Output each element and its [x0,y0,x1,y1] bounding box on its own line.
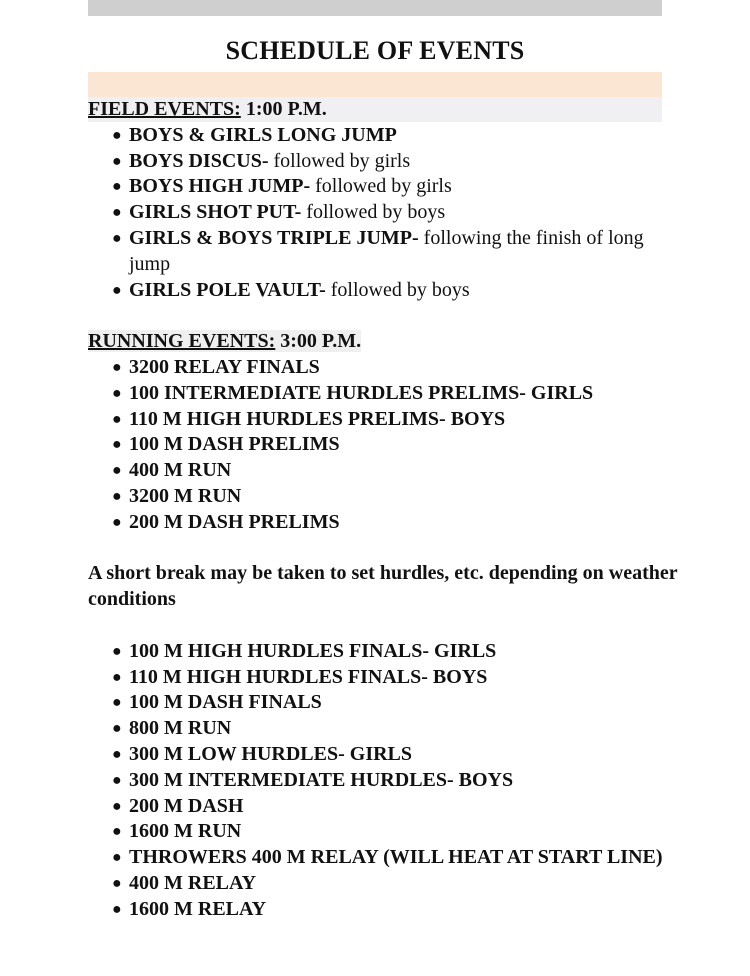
running-events-label: RUNNING EVENTS: [88,330,276,353]
field-events-heading [88,97,678,123]
bullet-icon: ● [112,771,122,789]
bullet-icon: ● [112,126,122,144]
list-item: ● 100 INTERMEDIATE HURDLES PRELIMS- GIRLS [88,381,678,407]
list-item: ● 400 M RUN [88,458,678,484]
spacer [88,303,678,329]
bullet-icon: ● [112,436,122,454]
running-events-time: 3:00 P.M. [275,330,362,353]
bullet-icon: ● [112,849,122,867]
bullet-icon: ● [112,204,122,222]
list-item: ● 100 M HIGH HURDLES FINALS- GIRLS [88,639,678,665]
field-events-list [88,123,678,304]
list-item: ● 200 M DASH [88,794,678,820]
bullet-icon: ● [112,513,122,531]
bullet-icon: ● [112,462,122,480]
field-events-time: 1:00 P.M. [240,98,327,120]
list-item: ● BOYS & GIRLS LONG JUMP [88,123,678,149]
page-title: SCHEDULE OF EVENTS [225,36,525,65]
list-item: ● 100 M DASH PRELIMS [88,432,678,458]
break-note: A short break may be taken to set hurdles, etc. depending on weather conditions [88,562,678,611]
bullet-icon: ● [112,797,122,815]
list-item: ● 3200 RELAY FINALS [88,355,678,381]
list-item: ● 200 M DASH PRELIMS [88,510,678,536]
list-item: ● 300 M INTERMEDIATE HURDLES- BOYS [88,768,678,794]
spacer [88,613,678,639]
highlight-band-peach [88,72,662,97]
list-item: ● 110 M HIGH HURDLES FINALS- BOYS [88,665,678,691]
bullet-icon: ● [112,668,122,686]
list-item: ● THROWERS 400 M RELAY (WILL HEAT AT START LINE) [88,845,678,871]
running-events-list [88,355,678,536]
list-item: ● 300 M LOW HURDLES- GIRLS [88,742,678,768]
list-item: ● 400 M RELAY [88,871,678,897]
spacer [88,536,678,562]
list-item: ● GIRLS & BOYS TRIPLE JUMP- following the finish of long jump [112,226,644,275]
bullet-icon: ● [112,358,122,376]
list-item: ● 1600 M RELAY [88,897,678,923]
list-item: ● 800 M RUN [88,716,678,742]
bullet-icon: ● [112,720,122,738]
field-events-label: FIELD EVENTS: [88,98,241,120]
list-item: ● 110 M HIGH HURDLES PRELIMS- BOYS [88,407,678,433]
top-gray-bar [88,0,662,16]
bullet-icon: ● [112,694,122,712]
final-events-list [88,639,678,923]
list-item: ● GIRLS SHOT PUT- followed by boys [88,200,678,226]
list-item: ● 1600 M RUN [88,819,678,845]
bullet-icon: ● [112,178,122,196]
bullet-icon: ● [112,874,122,892]
list-item: ● 3200 M RUN [88,484,678,510]
bullet-icon: ● [112,900,122,918]
bullet-icon: ● [112,281,122,299]
bullet-icon: ● [112,384,122,402]
bullet-icon: ● [112,642,122,660]
running-events-heading [88,329,678,355]
bullet-icon: ● [112,823,122,841]
bullet-icon: ● [112,152,122,170]
bullet-icon: ● [112,229,122,247]
bullet-icon: ● [112,745,122,763]
list-item: ● GIRLS POLE VAULT- followed by boys [88,278,678,304]
list-item: ● 100 M DASH FINALS [88,690,678,716]
schedule-content [88,97,678,923]
bullet-icon: ● [112,410,122,428]
list-item: ● BOYS HIGH JUMP- followed by girls [88,174,678,200]
bullet-icon: ● [112,487,122,505]
running-events-highlight [88,330,361,352]
list-item: ● BOYS DISCUS- followed by girls [88,149,678,175]
